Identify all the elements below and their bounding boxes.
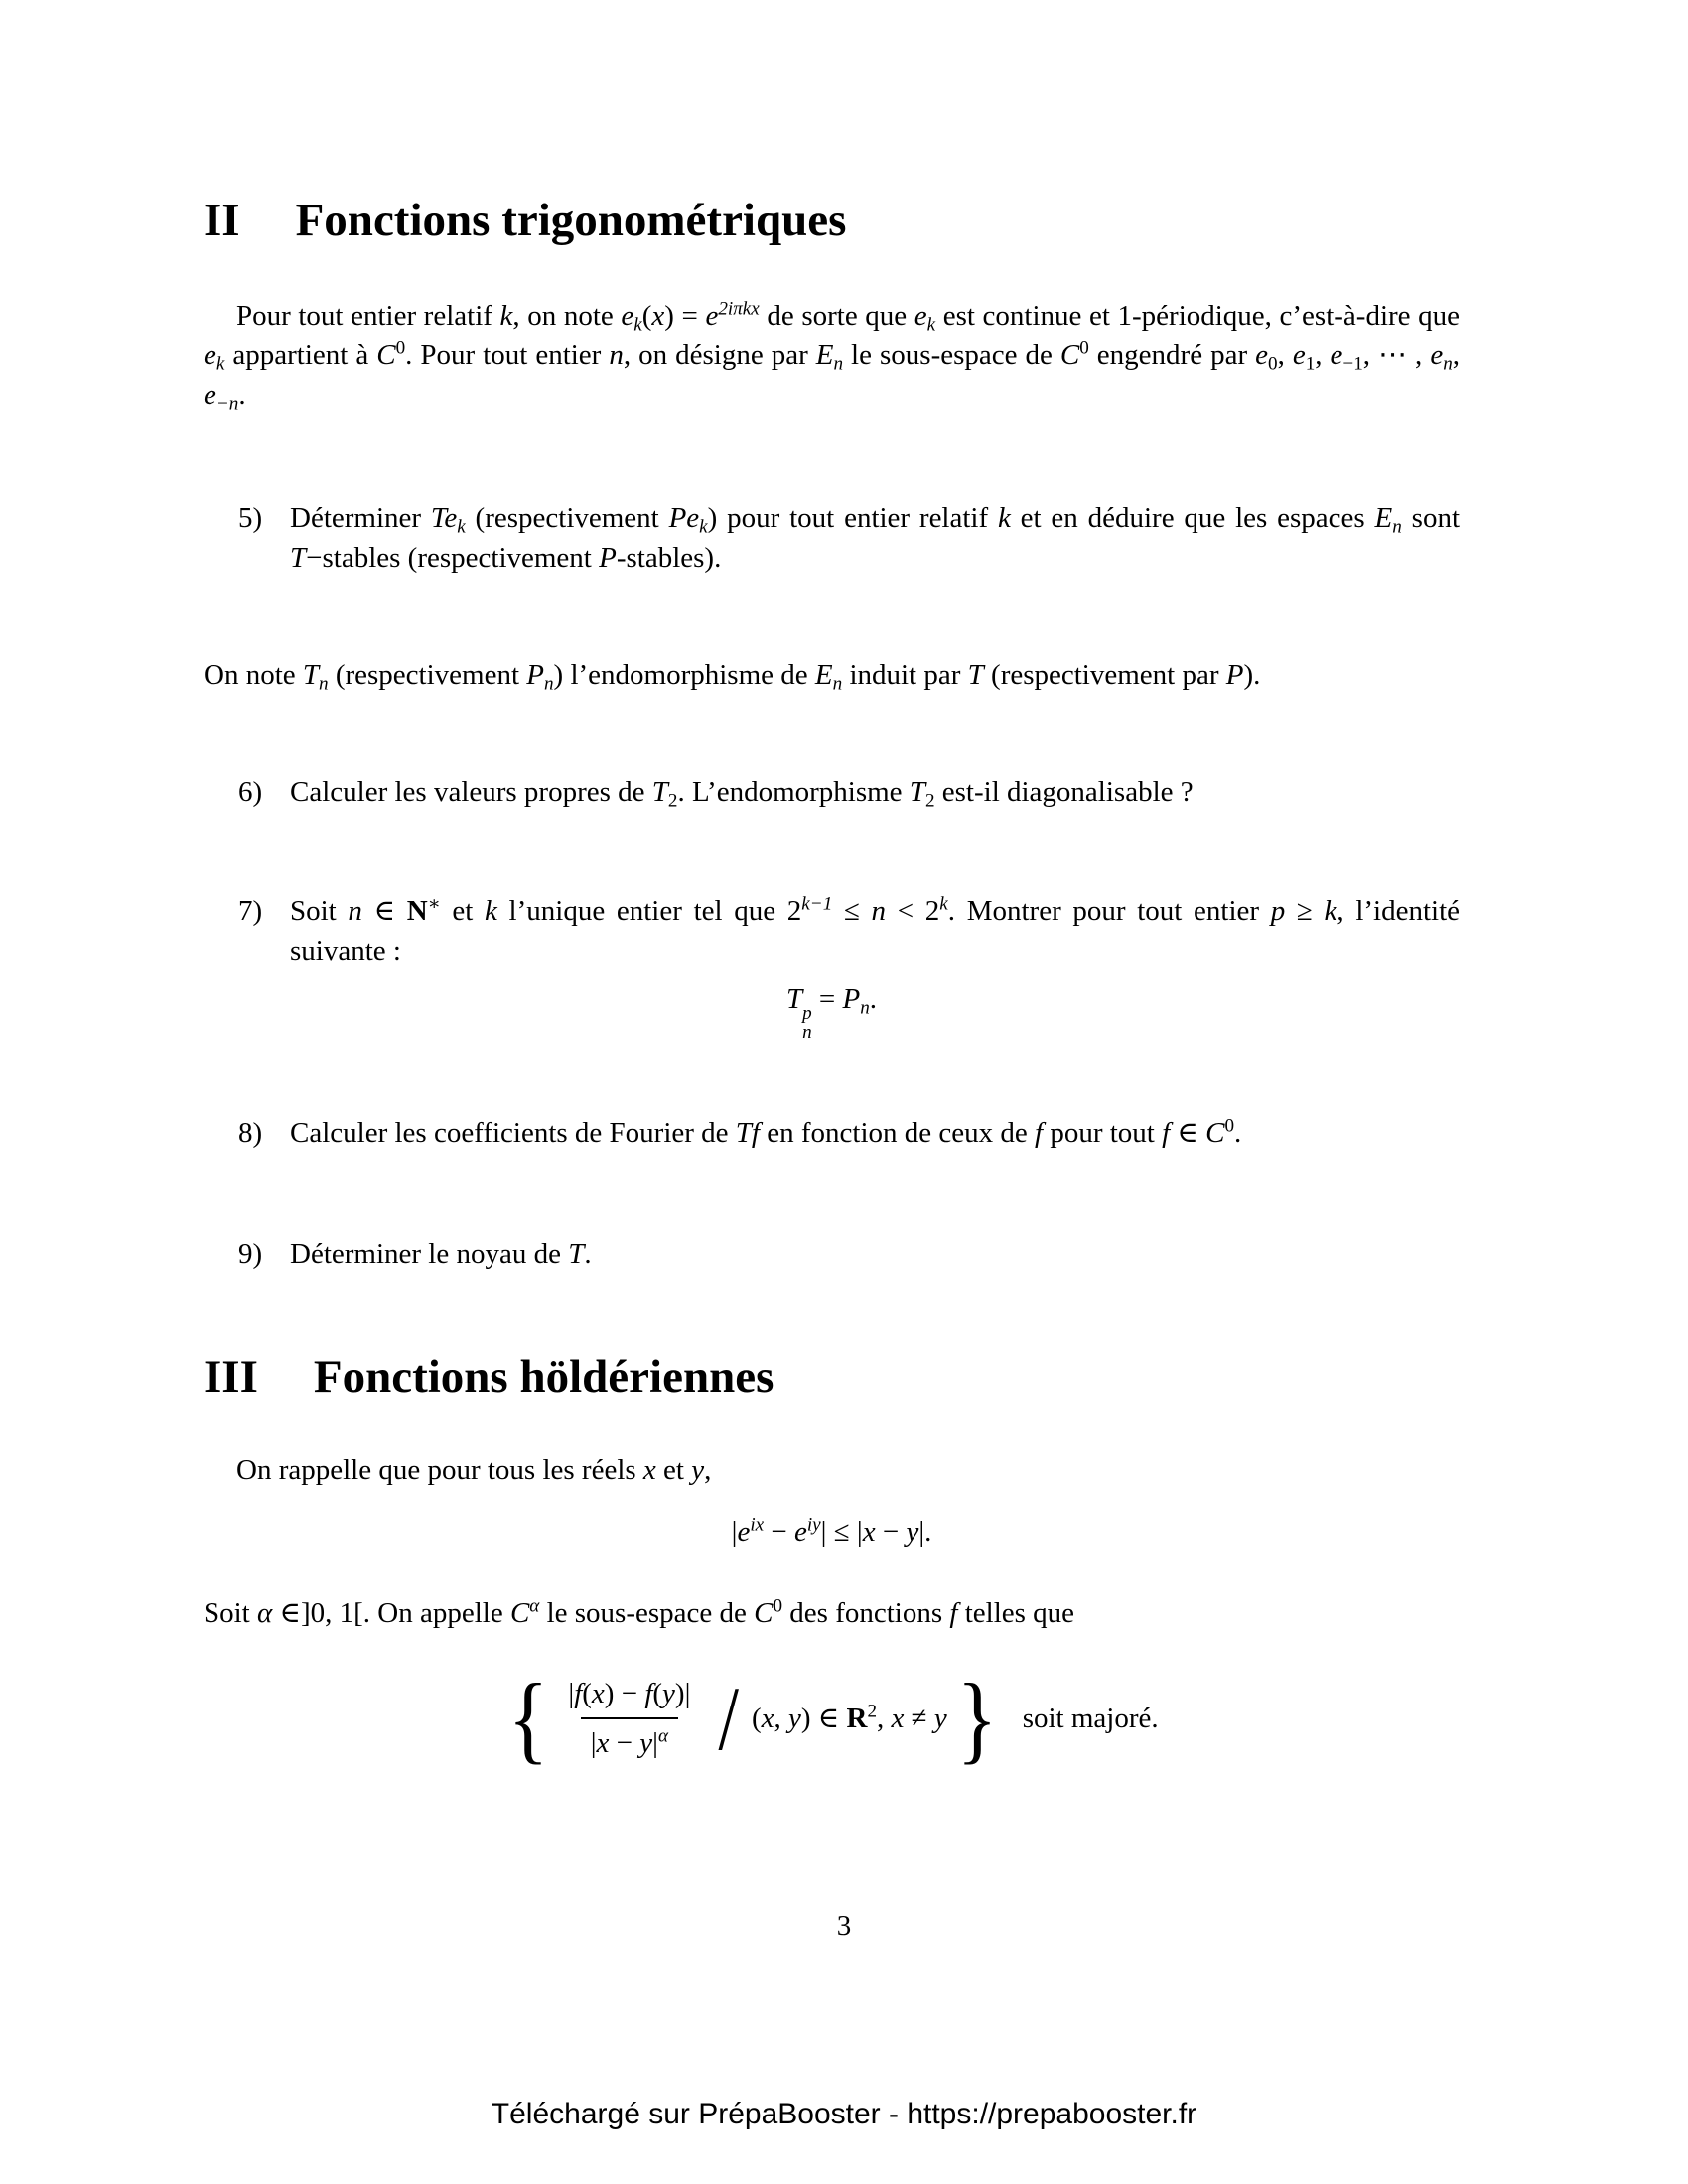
left-brace: { (507, 1662, 549, 1773)
section-iii-number: III (204, 1350, 258, 1403)
set-suffix-text: soit majoré. (1022, 1702, 1159, 1734)
fraction-denominator: $|x - y|^\alpha$ (581, 1717, 678, 1763)
list-item-9-text: Déterminer le noyau de T. (290, 1237, 592, 1270)
list-item-5 (204, 498, 1460, 578)
list-item-7-text: Soit n ∈ N∗ et k l’unique entier tel que $2^{k-1} \le n < 2^k$. Montrer pour tout entier p ≥ k, l’identité suivante : (290, 893, 1461, 967)
list-item-8-label: 8) (238, 1116, 263, 1149)
recall-paragraph: On rappelle que pour tous les réels x et y, (236, 1453, 712, 1486)
equation-lipschitz: $|e^{ix} - e^{iy}| \le |x - y|$. (731, 1514, 932, 1548)
note-paragraph: On note $T_n$ (respectivement $P_n$) l’endomorphisme de $E_n$ induit par T (respectivement par P). (204, 659, 1261, 695)
equation-identity: T p n = $P_n$. (785, 983, 878, 1043)
footer-text: Téléchargé sur PrépaBooster - https://prepabooster.fr (491, 2098, 1197, 2130)
list-item-5-label: 5) (238, 502, 263, 534)
section-iii-heading (204, 1351, 1460, 1403)
list-item-7-label: 7) (238, 895, 263, 927)
list-item-5-text: Déterminer $Te_k$ (respectivement $Pe_k$) pour tout entier relatif k et en déduire que les espaces $E_n$ sont T−stables (respectivement P-stables). (290, 502, 1460, 574)
text-column (204, 0, 1461, 1773)
list-item-9-label: 9) (238, 1237, 263, 1270)
list-item-9 (204, 1234, 1460, 1274)
section-ii-number: II (204, 195, 240, 246)
page-number: 3 (836, 1910, 852, 1942)
list-item-6 (204, 772, 1460, 812)
set-condition: (x, y) ∈ $R^2$, x ≠ y (751, 1701, 947, 1734)
list-item-8 (204, 1113, 1460, 1153)
section-iii-title: Fonctions höldériennes (313, 1350, 774, 1403)
section-ii-title: Fonctions trigonométriques (295, 195, 847, 246)
right-brace: } (956, 1662, 998, 1773)
list-item-8-text: Calculer les coefficients de Fourier de Tf en fonction de ceux de f pour tout f ∈ $C^0$. (290, 1115, 1242, 1149)
equation-holder-set (204, 1662, 1460, 1773)
section-ii-intro-paragraph: Pour tout entier relatif k, on note $e_k(x) = e^{2i\pi kx}$ de sorte que $e_k$ est continue et 1-périodique, c’est-à-dire que $e_k$ appartient à $C^0$. Pour tout entier n, on désigne par $E_n$ le sous-espace de $C^0$ engendré par $e_0$, $e_1$, $e_{-1}$, ⋯ , $e_n$, $e_{-n}$. (204, 298, 1460, 415)
list-item-7 (204, 891, 1460, 971)
fraction (558, 1674, 700, 1763)
holder-intro-paragraph: Soit α ∈]0, 1[. On appelle $C^\alpha$ le sous-espace de $C^0$ des fonctions f telles que (204, 1595, 1075, 1629)
list-item-6-text: Calculer les valeurs propres de $T_2$. L’endomorphisme $T_2$ est-il diagonalisable ? (290, 776, 1194, 812)
list-item-6-label: 6) (238, 776, 263, 808)
division-slash: / (718, 1667, 740, 1769)
fraction-numerator: |f(x) − f(y)| (568, 1677, 691, 1709)
section-ii-heading (204, 195, 1460, 246)
